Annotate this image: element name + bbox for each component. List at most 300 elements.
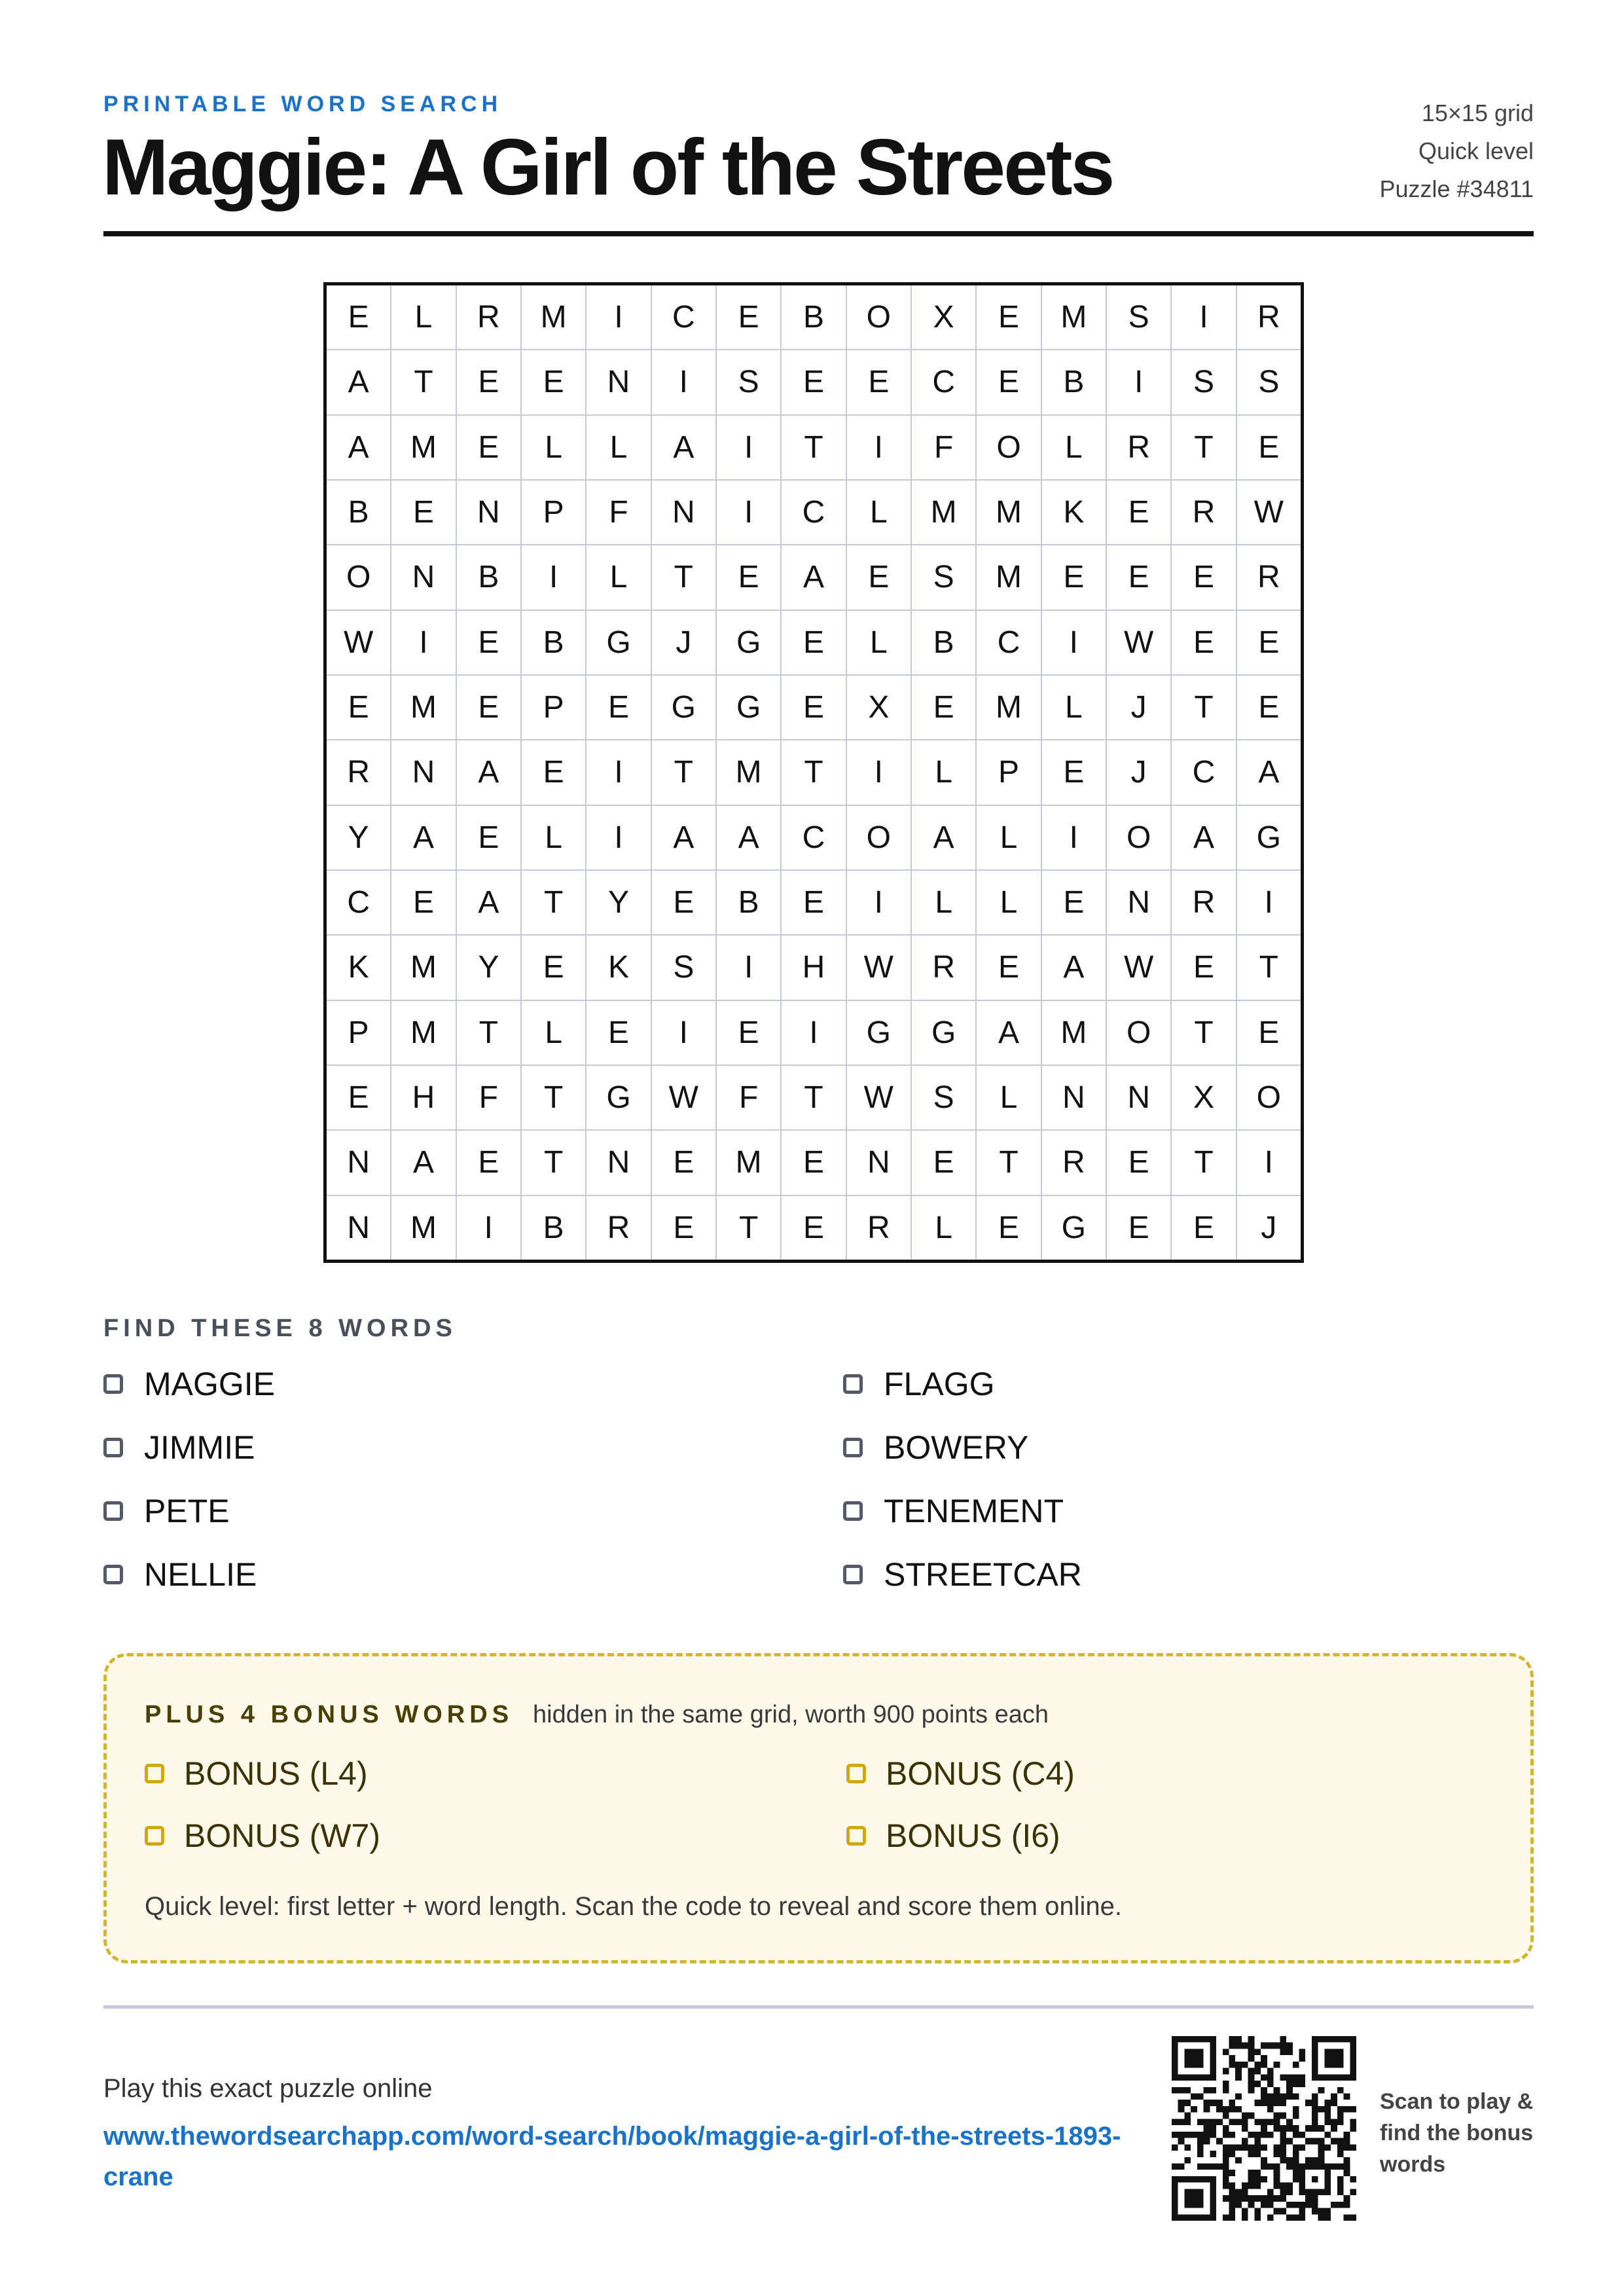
grid-cell[interactable]: I xyxy=(717,936,780,999)
grid-cell[interactable]: E xyxy=(327,676,390,739)
qr-module xyxy=(1344,2202,1350,2208)
qr-module xyxy=(1312,2189,1318,2195)
grid-cell[interactable]: L xyxy=(586,416,650,479)
grid-cell[interactable]: G xyxy=(652,676,715,739)
grid-cell[interactable]: F xyxy=(457,1066,520,1129)
grid-cell[interactable]: F xyxy=(912,416,975,479)
grid-cell[interactable]: I xyxy=(847,740,911,804)
bonus-word-item[interactable] xyxy=(846,1755,1075,1793)
bonus-word-item[interactable] xyxy=(145,1817,380,1855)
word-item[interactable] xyxy=(843,1429,1028,1467)
grid-cell[interactable]: A xyxy=(1237,740,1301,804)
grid-cell[interactable]: E xyxy=(522,936,585,999)
grid-cell[interactable]: W xyxy=(652,1066,715,1129)
qr-module xyxy=(1280,2195,1286,2202)
grid-cell[interactable]: R xyxy=(1172,871,1235,934)
grid-cell[interactable]: O xyxy=(1107,1001,1170,1065)
qr-module xyxy=(1299,2132,1305,2138)
qr-module xyxy=(1191,2062,1197,2068)
grid-cell[interactable]: M xyxy=(977,676,1040,739)
grid-cell[interactable]: R xyxy=(586,1196,650,1260)
grid-cell[interactable]: L xyxy=(847,481,911,544)
grid-cell[interactable]: W xyxy=(1107,936,1170,999)
grid-cell[interactable]: T xyxy=(782,416,845,479)
grid-cell[interactable]: A xyxy=(1042,936,1106,999)
grid-cell[interactable]: M xyxy=(977,481,1040,544)
grid-cell[interactable]: E xyxy=(782,676,845,739)
grid-cell[interactable]: S xyxy=(912,1066,975,1129)
checkbox-icon[interactable] xyxy=(103,1438,123,1457)
grid-cell[interactable]: L xyxy=(912,740,975,804)
grid-cell[interactable]: O xyxy=(327,545,390,609)
grid-cell[interactable]: A xyxy=(977,1001,1040,1065)
grid-cell[interactable]: N xyxy=(1107,871,1170,934)
grid-cell[interactable]: E xyxy=(1237,1001,1301,1065)
grid-cell[interactable]: E xyxy=(652,1196,715,1260)
grid-cell[interactable]: L xyxy=(522,416,585,479)
grid-cell[interactable]: E xyxy=(1172,936,1235,999)
grid-cell[interactable]: L xyxy=(1042,416,1106,479)
qr-module xyxy=(1324,2163,1331,2170)
grid-cell[interactable]: B xyxy=(457,545,520,609)
checkbox-icon[interactable] xyxy=(103,1565,123,1584)
grid-cell[interactable]: E xyxy=(847,545,911,609)
grid-cell[interactable]: I xyxy=(847,871,911,934)
grid-cell[interactable]: E xyxy=(522,740,585,804)
qr-module xyxy=(1299,2183,1305,2189)
grid-cell[interactable]: M xyxy=(912,481,975,544)
qr-module xyxy=(1248,2176,1255,2183)
grid-cell[interactable]: I xyxy=(1172,285,1235,349)
grid-cell[interactable]: E xyxy=(652,1131,715,1194)
grid-cell[interactable]: J xyxy=(1107,676,1170,739)
grid-cell[interactable]: L xyxy=(912,871,975,934)
grid-cell[interactable]: J xyxy=(652,611,715,674)
grid-cell[interactable]: O xyxy=(847,806,911,869)
grid-cell[interactable]: K xyxy=(1042,481,1106,544)
grid-cell[interactable]: X xyxy=(847,676,911,739)
grid-cell[interactable]: E xyxy=(1237,611,1301,674)
grid-cell[interactable]: T xyxy=(1172,416,1235,479)
grid-cell[interactable]: L xyxy=(912,1196,975,1260)
qr-module xyxy=(1229,2036,1236,2043)
grid-cell[interactable]: E xyxy=(522,350,585,414)
grid-cell[interactable]: I xyxy=(1042,611,1106,674)
grid-cell[interactable]: P xyxy=(522,676,585,739)
grid-cell[interactable]: E xyxy=(1107,1196,1170,1260)
grid-cell[interactable]: I xyxy=(522,545,585,609)
grid-cell[interactable]: L xyxy=(586,545,650,609)
grid-cell[interactable]: J xyxy=(1107,740,1170,804)
grid-cell[interactable]: E xyxy=(782,871,845,934)
grid-cell[interactable]: W xyxy=(1107,611,1170,674)
grid-cell[interactable]: E xyxy=(1172,1196,1235,1260)
grid-cell[interactable]: T xyxy=(1172,676,1235,739)
qr-module xyxy=(1318,2036,1325,2043)
grid-cell[interactable]: E xyxy=(782,350,845,414)
grid-cell[interactable]: N xyxy=(327,1131,390,1194)
grid-cell[interactable]: I xyxy=(717,481,780,544)
grid-cell[interactable]: S xyxy=(652,936,715,999)
grid-cell[interactable]: O xyxy=(1237,1066,1301,1129)
grid-cell[interactable]: T xyxy=(652,545,715,609)
grid-cell[interactable]: G xyxy=(717,611,780,674)
grid-cell[interactable]: L xyxy=(522,806,585,869)
grid-cell[interactable]: H xyxy=(391,1066,455,1129)
word-item[interactable] xyxy=(843,1492,1064,1530)
grid-cell[interactable]: I xyxy=(1237,1131,1301,1194)
qr-module xyxy=(1204,2125,1210,2132)
grid-cell[interactable]: X xyxy=(912,285,975,349)
qr-module xyxy=(1184,2119,1191,2125)
grid-cell[interactable]: T xyxy=(782,1066,845,1129)
grid-cell[interactable]: M xyxy=(391,676,455,739)
grid-cell[interactable]: R xyxy=(457,285,520,349)
grid-cell[interactable]: O xyxy=(847,285,911,349)
puzzle-url-link[interactable]: www.thewordsearchapp.com/word-search/book/maggie-a-girl-of-the-streets-1893-crane xyxy=(103,2122,1121,2191)
grid-cell[interactable]: E xyxy=(1237,416,1301,479)
grid-cell[interactable]: P xyxy=(327,1001,390,1065)
grid-cell[interactable]: F xyxy=(717,1066,780,1129)
qr-module xyxy=(1242,2113,1248,2119)
grid-cell[interactable]: G xyxy=(1042,1196,1106,1260)
grid-cell[interactable]: B xyxy=(782,285,845,349)
grid-cell[interactable]: T xyxy=(977,1131,1040,1194)
grid-cell[interactable]: E xyxy=(1237,676,1301,739)
grid-cell[interactable]: E xyxy=(782,1131,845,1194)
grid-cell[interactable]: N xyxy=(652,481,715,544)
word-item[interactable] xyxy=(103,1365,275,1403)
grid-cell[interactable]: A xyxy=(391,806,455,869)
qr-module xyxy=(1210,2183,1216,2189)
grid-cell[interactable]: E xyxy=(586,676,650,739)
grid-cell[interactable]: E xyxy=(1042,740,1106,804)
grid-cell[interactable]: E xyxy=(457,1131,520,1194)
qr-module xyxy=(1331,2125,1337,2132)
grid-cell[interactable]: I xyxy=(391,611,455,674)
grid-cell[interactable]: E xyxy=(977,350,1040,414)
grid-cell[interactable]: A xyxy=(782,545,845,609)
grid-cell[interactable]: G xyxy=(586,611,650,674)
grid-cell[interactable]: C xyxy=(782,806,845,869)
grid-cell[interactable]: L xyxy=(391,285,455,349)
grid-cell[interactable]: L xyxy=(977,1066,1040,1129)
grid-cell[interactable]: T xyxy=(522,1066,585,1129)
grid-cell[interactable]: I xyxy=(782,1001,845,1065)
grid-cell[interactable]: E xyxy=(1107,1131,1170,1194)
grid-cell[interactable]: I xyxy=(847,416,911,479)
puzzle-meta xyxy=(1379,94,1534,208)
qr-module xyxy=(1210,2036,1216,2043)
qr-module xyxy=(1235,2119,1242,2125)
grid-cell[interactable]: M xyxy=(391,1196,455,1260)
checkbox-icon[interactable] xyxy=(145,1826,164,1846)
grid-cell[interactable]: E xyxy=(1042,871,1106,934)
grid-cell[interactable]: E xyxy=(977,936,1040,999)
qr-module xyxy=(1223,2068,1229,2075)
grid-cell[interactable]: F xyxy=(586,481,650,544)
grid-cell[interactable]: E xyxy=(1172,545,1235,609)
grid-cell[interactable]: T xyxy=(1172,1001,1235,1065)
grid-cell[interactable]: E xyxy=(327,1066,390,1129)
qr-module xyxy=(1197,2144,1204,2151)
grid-cell[interactable]: S xyxy=(1237,350,1301,414)
grid-cell[interactable]: E xyxy=(717,285,780,349)
qr-code-icon[interactable] xyxy=(1172,2036,1356,2221)
grid-cell[interactable]: I xyxy=(586,285,650,349)
grid-cell[interactable]: O xyxy=(977,416,1040,479)
grid-cell[interactable]: E xyxy=(457,676,520,739)
grid-cell[interactable]: N xyxy=(391,740,455,804)
qr-module xyxy=(1242,2119,1248,2125)
grid-cell[interactable]: G xyxy=(717,676,780,739)
grid-cell[interactable]: S xyxy=(1172,350,1235,414)
grid-cell[interactable]: T xyxy=(457,1001,520,1065)
qr-module xyxy=(1312,2113,1318,2119)
grid-cell[interactable]: I xyxy=(586,806,650,869)
checkbox-icon[interactable] xyxy=(145,1764,164,1783)
grid-cell[interactable]: A xyxy=(327,416,390,479)
grid-cell[interactable]: M xyxy=(391,1001,455,1065)
qr-module xyxy=(1229,2151,1236,2157)
grid-cell[interactable]: L xyxy=(977,806,1040,869)
grid-cell[interactable]: N xyxy=(586,350,650,414)
grid-cell[interactable]: M xyxy=(977,545,1040,609)
grid-cell[interactable]: E xyxy=(912,676,975,739)
grid-cell[interactable]: R xyxy=(1172,481,1235,544)
grid-cell[interactable]: E xyxy=(652,871,715,934)
grid-cell[interactable]: B xyxy=(327,481,390,544)
checkbox-icon[interactable] xyxy=(846,1764,866,1783)
grid-cell[interactable]: E xyxy=(327,285,390,349)
qr-module xyxy=(1172,2087,1178,2094)
grid-cell[interactable]: B xyxy=(1042,350,1106,414)
grid-cell[interactable]: A xyxy=(327,350,390,414)
grid-cell[interactable]: X xyxy=(1172,1066,1235,1129)
grid-cell[interactable]: W xyxy=(1237,481,1301,544)
grid-cell[interactable]: A xyxy=(457,740,520,804)
grid-cell[interactable]: C xyxy=(782,481,845,544)
qr-module xyxy=(1293,2157,1299,2164)
grid-cell[interactable]: A xyxy=(457,871,520,934)
grid-cell[interactable]: M xyxy=(1042,1001,1106,1065)
qr-module xyxy=(1337,2163,1344,2170)
grid-cell[interactable]: G xyxy=(912,1001,975,1065)
grid-cell[interactable]: T xyxy=(782,740,845,804)
grid-cell[interactable]: B xyxy=(912,611,975,674)
grid-cell[interactable]: S xyxy=(1107,285,1170,349)
grid-cell[interactable]: C xyxy=(1172,740,1235,804)
grid-cell[interactable]: Y xyxy=(457,936,520,999)
bonus-word-item[interactable] xyxy=(145,1755,368,1793)
grid-cell[interactable]: R xyxy=(847,1196,911,1260)
grid-cell[interactable]: A xyxy=(652,806,715,869)
qr-module xyxy=(1204,2163,1210,2170)
grid-cell[interactable]: E xyxy=(717,1001,780,1065)
grid-cell[interactable]: R xyxy=(912,936,975,999)
grid-cell[interactable]: I xyxy=(1042,806,1106,869)
grid-cell[interactable]: C xyxy=(977,611,1040,674)
grid-cell[interactable]: E xyxy=(1107,481,1170,544)
qr-module xyxy=(1267,2202,1274,2208)
checkbox-icon[interactable] xyxy=(103,1374,123,1394)
grid-cell[interactable]: M xyxy=(717,740,780,804)
grid-cell[interactable]: T xyxy=(391,350,455,414)
qr-module xyxy=(1318,2157,1325,2164)
grid-cell[interactable]: A xyxy=(1172,806,1235,869)
qr-module xyxy=(1242,2144,1248,2151)
grid-cell[interactable]: M xyxy=(391,416,455,479)
letter-grid[interactable] xyxy=(323,282,1304,1263)
grid-cell[interactable]: N xyxy=(457,481,520,544)
qr-module xyxy=(1344,2157,1350,2164)
grid-cell[interactable]: L xyxy=(847,611,911,674)
grid-cell[interactable]: I xyxy=(586,740,650,804)
qr-module xyxy=(1350,2049,1356,2055)
grid-cell[interactable]: S xyxy=(912,545,975,609)
grid-cell[interactable]: E xyxy=(782,611,845,674)
grid-cell[interactable]: A xyxy=(717,806,780,869)
grid-cell[interactable]: C xyxy=(912,350,975,414)
grid-cell[interactable]: M xyxy=(717,1131,780,1194)
qr-module xyxy=(1210,2125,1216,2132)
grid-cell[interactable]: I xyxy=(717,416,780,479)
qr-module xyxy=(1286,2157,1293,2164)
grid-cell[interactable]: R xyxy=(1107,416,1170,479)
checkbox-icon[interactable] xyxy=(843,1438,863,1457)
grid-cell[interactable]: T xyxy=(652,740,715,804)
qr-module xyxy=(1172,2049,1178,2055)
grid-cell[interactable]: E xyxy=(717,545,780,609)
grid-cell[interactable]: L xyxy=(977,871,1040,934)
grid-cell[interactable]: N xyxy=(586,1131,650,1194)
grid-cell[interactable]: T xyxy=(522,1131,585,1194)
grid-cell[interactable]: S xyxy=(717,350,780,414)
grid-cell[interactable]: G xyxy=(847,1001,911,1065)
grid-cell[interactable]: E xyxy=(457,611,520,674)
grid-cell[interactable]: N xyxy=(1107,1066,1170,1129)
grid-cell[interactable]: R xyxy=(327,740,390,804)
grid-cell[interactable]: T xyxy=(717,1196,780,1260)
grid-cell[interactable]: K xyxy=(586,936,650,999)
word-item[interactable] xyxy=(103,1492,230,1530)
grid-cell[interactable]: H xyxy=(782,936,845,999)
grid-cell[interactable]: E xyxy=(391,481,455,544)
qr-module xyxy=(1274,2087,1280,2094)
grid-cell[interactable]: C xyxy=(327,871,390,934)
checkbox-icon[interactable] xyxy=(843,1565,863,1584)
grid-cell[interactable]: J xyxy=(1237,1196,1301,1260)
qr-module xyxy=(1184,2049,1191,2055)
grid-cell[interactable]: N xyxy=(847,1131,911,1194)
qr-module xyxy=(1293,2170,1299,2176)
grid-cell[interactable]: M xyxy=(1042,285,1106,349)
grid-cell[interactable]: T xyxy=(1237,936,1301,999)
grid-cell[interactable]: G xyxy=(586,1066,650,1129)
grid-cell[interactable]: W xyxy=(847,1066,911,1129)
grid-cell[interactable]: Y xyxy=(586,871,650,934)
grid-cell[interactable]: O xyxy=(1107,806,1170,869)
qr-module xyxy=(1274,2183,1280,2189)
grid-cell[interactable]: G xyxy=(1237,806,1301,869)
qr-module xyxy=(1216,2119,1223,2125)
qr-module xyxy=(1350,2176,1356,2183)
grid-cell[interactable]: E xyxy=(586,1001,650,1065)
grid-cell[interactable]: T xyxy=(1172,1131,1235,1194)
grid-cell[interactable]: E xyxy=(391,871,455,934)
grid-cell[interactable]: N xyxy=(327,1196,390,1260)
grid-cell[interactable]: B xyxy=(522,1196,585,1260)
bonus-word-label: BONUS (W7) xyxy=(184,1817,380,1854)
grid-cell[interactable]: L xyxy=(522,1001,585,1065)
grid-cell[interactable]: M xyxy=(522,285,585,349)
checkbox-icon[interactable] xyxy=(843,1374,863,1394)
word-item[interactable] xyxy=(843,1556,1082,1594)
grid-cell[interactable]: A xyxy=(652,416,715,479)
grid-cell[interactable]: A xyxy=(912,806,975,869)
word-item[interactable] xyxy=(103,1556,257,1594)
grid-cell[interactable]: P xyxy=(522,481,585,544)
grid-cell[interactable]: E xyxy=(1042,545,1106,609)
grid-cell[interactable]: M xyxy=(391,936,455,999)
grid-cell[interactable]: N xyxy=(1042,1066,1106,1129)
word-item[interactable] xyxy=(103,1429,255,1467)
grid-cell[interactable]: R xyxy=(1237,285,1301,349)
grid-cell[interactable]: I xyxy=(652,1001,715,1065)
grid-cell[interactable]: T xyxy=(522,871,585,934)
grid-cell[interactable]: I xyxy=(652,350,715,414)
grid-cell[interactable]: E xyxy=(457,416,520,479)
grid-cell[interactable]: E xyxy=(977,285,1040,349)
grid-cell[interactable]: C xyxy=(652,285,715,349)
qr-module xyxy=(1280,2151,1286,2157)
bonus-note: Quick level: first letter + word length. Scan the code to reveal and score them online. xyxy=(145,1892,1123,1921)
word-item[interactable] xyxy=(843,1365,994,1403)
grid-cell[interactable]: B xyxy=(717,871,780,934)
qr-module xyxy=(1350,2119,1356,2125)
grid-cell[interactable]: P xyxy=(977,740,1040,804)
qr-module xyxy=(1229,2119,1236,2125)
grid-cell[interactable]: I xyxy=(457,1196,520,1260)
grid-cell[interactable]: W xyxy=(327,611,390,674)
grid-cell[interactable]: E xyxy=(1172,611,1235,674)
grid-cell[interactable]: R xyxy=(1042,1131,1106,1194)
checkbox-icon[interactable] xyxy=(846,1826,866,1846)
grid-cell[interactable]: R xyxy=(1237,545,1301,609)
grid-cell[interactable]: B xyxy=(522,611,585,674)
grid-cell[interactable]: E xyxy=(1107,545,1170,609)
checkbox-icon[interactable] xyxy=(103,1501,123,1521)
grid-cell[interactable]: I xyxy=(1107,350,1170,414)
qr-module xyxy=(1331,2163,1337,2170)
grid-cell[interactable]: E xyxy=(457,350,520,414)
grid-cell[interactable]: K xyxy=(327,936,390,999)
grid-cell[interactable]: E xyxy=(912,1131,975,1194)
grid-cell[interactable]: W xyxy=(847,936,911,999)
grid-cell[interactable]: I xyxy=(1237,871,1301,934)
grid-cell[interactable]: N xyxy=(391,545,455,609)
checkbox-icon[interactable] xyxy=(843,1501,863,1521)
qr-module xyxy=(1312,2176,1318,2183)
grid-cell[interactable]: E xyxy=(977,1196,1040,1260)
grid-cell[interactable]: L xyxy=(1042,676,1106,739)
grid-cell[interactable]: E xyxy=(782,1196,845,1260)
grid-cell[interactable]: Y xyxy=(327,806,390,869)
grid-cell[interactable]: E xyxy=(847,350,911,414)
bonus-word-item[interactable] xyxy=(846,1817,1060,1855)
grid-cell[interactable]: E xyxy=(457,806,520,869)
grid-cell[interactable]: A xyxy=(391,1131,455,1194)
